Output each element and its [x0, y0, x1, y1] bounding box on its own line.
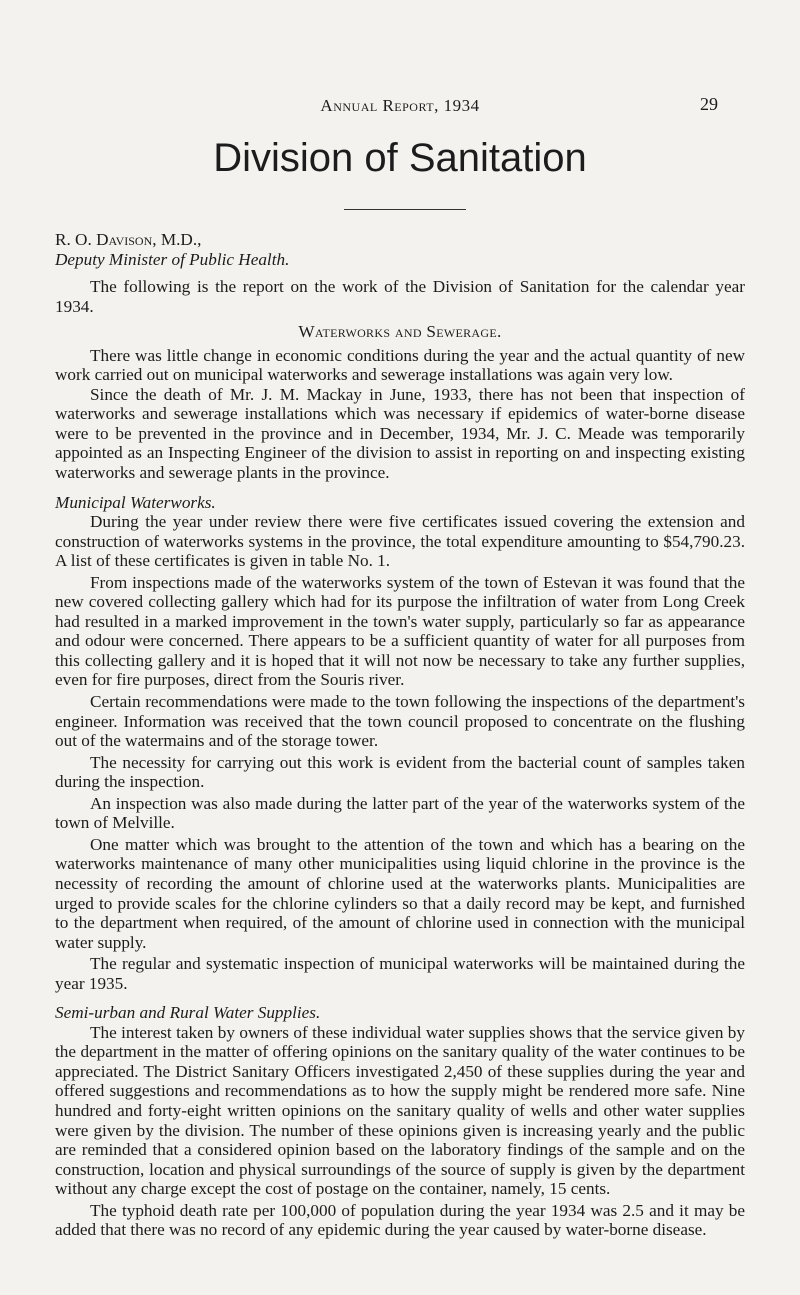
paragraph: There was little change in economic conditions during the year and the actual quantity of new work carried out on municipal waterworks and sewerage installations was again very low.	[55, 345, 745, 385]
paragraph: An inspection was also made during the latter part of the year of the waterworks system of the town of Melville.	[55, 793, 745, 833]
paragraph: The necessity for carrying out this work is evident from the bacterial count of samples taken during the inspection.	[55, 752, 745, 792]
paragraph: The regular and systematic inspection of municipal waterworks will be maintained during the year 1935.	[55, 954, 745, 993]
author-name: R. O. Davison, M.D.,	[55, 230, 202, 249]
document-body	[55, 230, 745, 1240]
paragraph: Certain recommendations were made to the town following the inspections of the department's engineer. Information was received that the town council proposed to concentrate on the flushing out of the watermains and of the storage tower.	[55, 692, 745, 751]
running-head: Annual Report, 1934	[320, 96, 480, 115]
paragraph: One matter which was brought to the attention of the town and which has a bearing on the waterworks maintenance of many other municipalities using liquid chlorine in the province is the necessity of recording the amount of chlorine used at the waterworks plants. Municipalities are urged to provide scales for the chlorine cylinders so that a daily record may be kept, and furnished to the department when required, of the amount of chlorine used in connection with the municipal water supply.	[55, 834, 745, 952]
intro-paragraph: The following is the report on the work of the Division of Sanitation for the calendar year 1934.	[55, 277, 745, 316]
paragraph: Since the death of Mr. J. M. Mackay in June, 1933, there has not been that inspection of waterworks and sewerage installations which was necessary if epidemics of water-borne disease were to be prevented in the province and in December, 1934, Mr. J. C. Meade was temporarily appointed as an Inspecting Engineer of the division to assist in reporting on and inspecting existing waterworks and sewerage plants in the province.	[55, 384, 745, 483]
section-heading-municipal: Municipal Waterworks.	[55, 492, 216, 512]
page-number: 29	[700, 94, 718, 114]
section-heading-waterworks: Waterworks and Sewerage.	[298, 322, 502, 342]
paragraph: From inspections made of the waterworks system of the town of Estevan it was found that the new covered collecting gallery which had for its purpose the infiltration of water from Long Creek had resulted in a marked improvement in the town's water supply, particularly so far as appearance and odour were concerned. There appears to be a sufficient quantity of water for all purposes from this collecting gallery and it is hoped that it will not now be necessary to take any further supplies, even for fire purposes, direct from the Souris river.	[55, 572, 745, 690]
section-heading-semi-urban: Semi-urban and Rural Water Supplies.	[55, 1003, 321, 1023]
paragraph: The typhoid death rate per 100,000 of population during the year 1934 was 2.5 and it may be added that there was no record of any epidemic during the year caused by water-borne disease.	[55, 1200, 745, 1240]
paragraph: The interest taken by owners of these individual water supplies shows that the service given by the department in the matter of offering opinions on the sanitary quality of the water continues to be appreciated. The District Sanitary Officers investigated 2,450 of these supplies during the year and offered suggestions and recommendations as to how the supply might be rendered more safe. Nine hundred and forty-eight written opinions on the sanitary quality of wells and other water supplies were given by the division. The number of these opinions given is increasing yearly and the public are reminded that a considered opinion based on the laboratory findings of the sample and on the construction, location and physical surroundings of the source of supply is given by the department without any charge except the cost of postage on the container, namely, 15 cents.	[55, 1022, 745, 1199]
paragraph: During the year under review there were five certificates issued covering the extension and construction of waterworks systems in the province, the total expenditure amounting to $54,790.23. A list of these certificates is given in table No. 1.	[55, 512, 745, 571]
author-position: Deputy Minister of Public Health.	[55, 249, 290, 269]
title-divider	[344, 209, 466, 210]
page-title: Division of Sanitation	[213, 136, 587, 180]
